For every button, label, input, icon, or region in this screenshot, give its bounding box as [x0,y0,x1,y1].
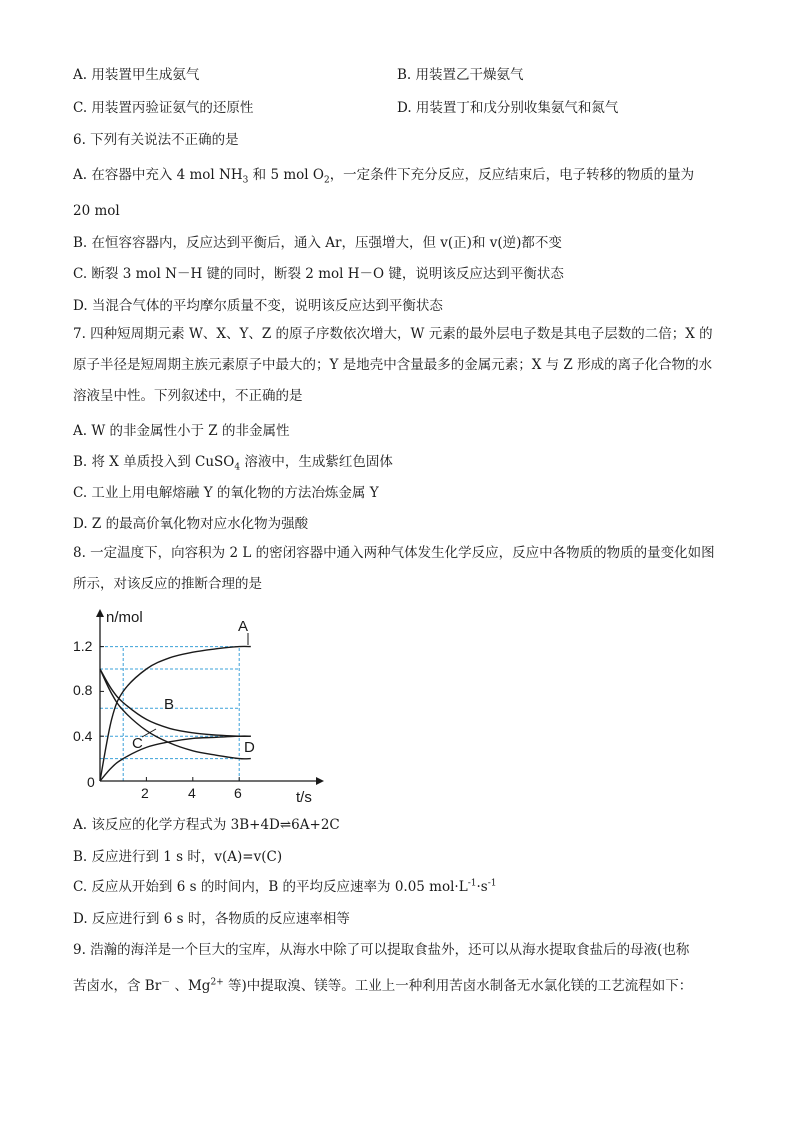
q7-option-a: A. W 的非金属性小于 Z 的非金属性 [73,423,290,439]
q5-option-c: C. 用装置丙验证氨气的还原性 [73,100,254,116]
x-axis-arrow [316,777,324,785]
q5-option-d: D. 用装置丁和戊分别收集氨气和氮气 [397,100,619,116]
curve-b [100,669,251,736]
series-label-d: D [244,739,255,756]
q6-option-c: C. 断裂 3 mol N－H 键的同时，断裂 2 mol H－O 键，说明该反应达到平衡状态 [73,266,564,282]
curve-d [100,669,251,759]
q6-stem: 6. 下列有关说法不正确的是 [73,132,239,148]
curve-a [100,646,251,781]
q5-option-b: B. 用装置乙干燥氨气 [397,67,524,83]
q8-chart [70,605,330,805]
series-label-a: A [238,618,249,635]
q7-stem: 7. 四种短周期元素 W、X、Y、Z 的原子序数依次增大，W 元素的最外层电子数是其电子层数的二倍；X 的原子半径是短周期主族元素原子中最大的；Y 是地壳中含量最多的金属元素；X 与 Z 形成的离子化合物的水溶液呈中性。下列叙述中，不正确的是 [73,326,713,404]
q8-option-b: B. 反应进行到 1 s 时，v(A)=v(C) [73,849,283,865]
q7-option-b: B. 将 X 单质投入到 CuSO$_4$ 溶液中，生成紫红色固体 [73,454,393,473]
q9-line-1: 9. 浩瀚的海洋是一个巨大的宝库，从海水中除了可以提取食盐外，还可以从海水提取食盐后的母液(也称 [73,942,690,958]
series-label-b: B [164,696,175,713]
y-axis-label: n/mol [106,609,143,626]
q6-option-a: A. 在容器中充入 4 mol $NH_3$ 和 5 mol $O_2$，一定条件下充分反应，反应结束后，电子转移的物质的量为 [73,167,695,186]
q8-option-a: A. 该反应的化学方程式为 3B+4D⇌6A+2C [73,817,340,833]
q5-option-a: A. 用装置甲生成氨气 [73,67,200,83]
y-axis-arrow [96,609,104,617]
q8-stem: 8. 一定温度下，向容积为 2 L 的密闭容器中通入两种气体发生化学反应，反应中各物质的物质的量变化如图所示，对该反应的推断合理的是 [73,545,715,592]
tick-label-origin: 0 [87,774,95,790]
q8-option-c: C. 反应从开始到 6 s 的时间内，B 的平均反应速率为 0.05 $mol\cdot L^{-1}\cdot s^{-1}$ [73,878,497,895]
q8-option-d: D. 反应进行到 6 s 时，各物质的反应速率相等 [73,911,350,927]
series-label-c: C [132,735,143,752]
chart-curves [100,646,251,781]
tick-label-y-0.4: 0.4 [73,728,93,744]
q6-option-a-continued: 20 mol [73,203,120,219]
tick-label-x-2: 2 [141,785,149,801]
tick-label-y-0.8: 0.8 [73,682,93,698]
tick-label-y-1.2: 1.2 [73,638,93,654]
x-axis-label: t/s [296,789,312,805]
q6-option-b: B. 在恒容容器内，反应达到平衡后，通入 Ar，压强增大，但 v(正)和 v(逆)都不变 [73,235,562,251]
q7-option-d: D. Z 的最高价氧化物对应水化物为强酸 [73,516,309,532]
tick-label-x-6: 6 [234,785,242,801]
tick-label-x-4: 4 [188,785,196,801]
q7-option-c: C. 工业上用电解熔融 Y 的氧化物的方法冶炼金属 Y [73,485,379,501]
q9-line-2: 苦卤水，含 Br－ 、$Mg^{2+}$ 等)中提取溴、镁等。工业上一种利用苦卤水制备无水氯化镁的工艺流程如下： [73,977,693,994]
q6-option-d: D. 当混合气体的平均摩尔质量不变，说明该反应达到平衡状态 [73,298,443,314]
